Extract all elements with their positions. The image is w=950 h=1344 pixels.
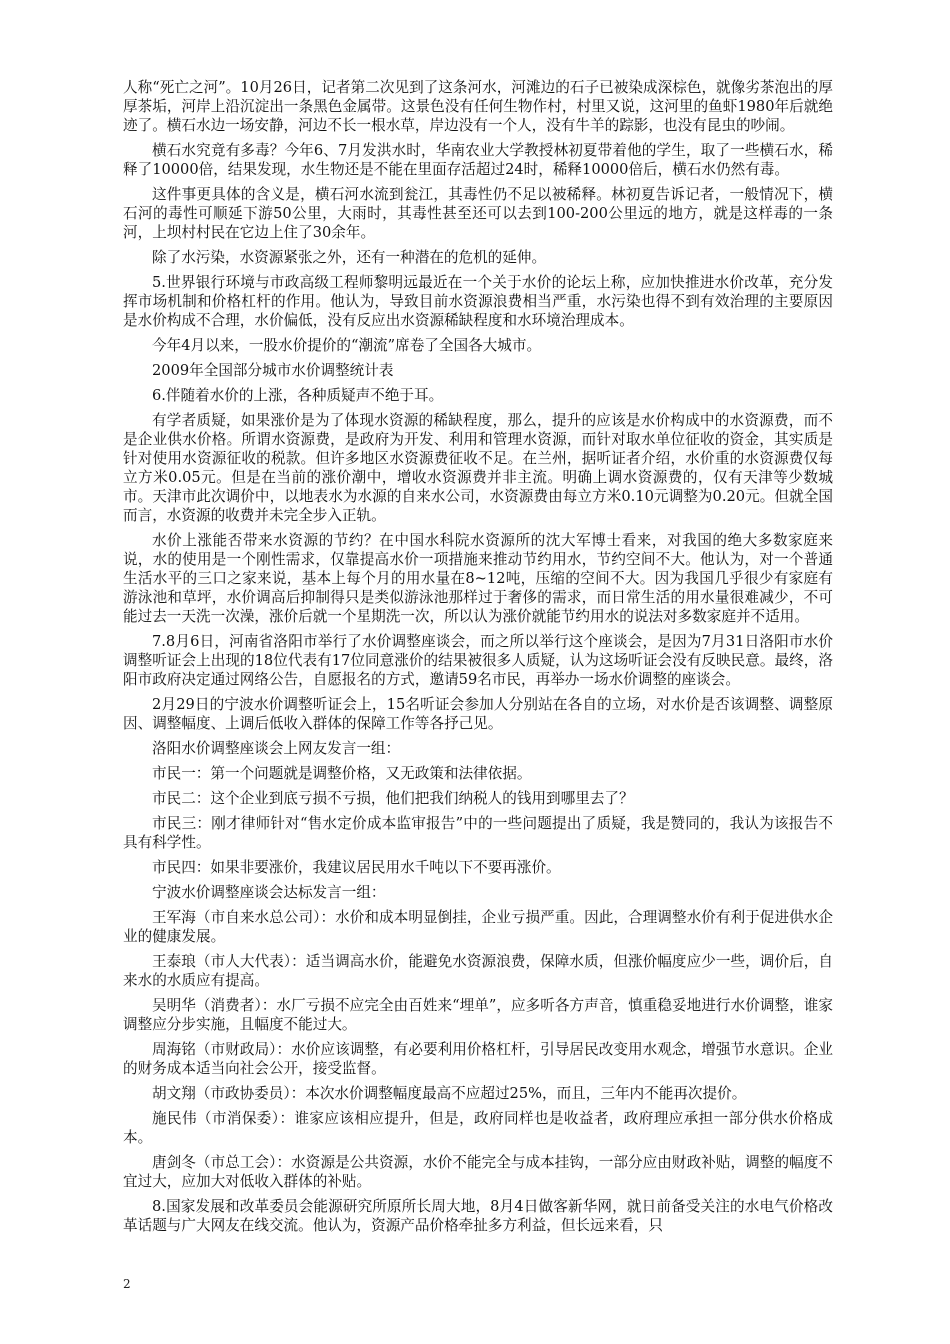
document-body xyxy=(123,78,833,1241)
table-caption: 2009年全国部分城市水价调整统计表 xyxy=(152,362,394,379)
paragraph: 这件事更具体的含义是，横石河水流到瓮江，其毒性仍不足以被稀释。林初夏告诉记者，一般情况下，横石河的毒性可顺延下游50公里，大雨时，其毒性甚至还可以去到100-200公里远的地方，就是这样毒的一条河，上坝村村民在它边上住了30余年。 xyxy=(123,186,833,241)
paragraph: 7.8月6日，河南省洛阳市举行了水价调整座谈会，而之所以举行这个座谈会，是因为7月31日洛阳市水价调整听证会上出现的18位代表有17位同意涨价的结果被很多人质疑，认为这场听证会没有反映民意。最终，洛阳市政府决定通过网络公告，自愿报名的方式，邀请59名市民，再举办一场水价调整的座谈会。 xyxy=(123,633,833,688)
paragraph: 周海铭（市财政局）：水价应该调整，有必要利用价格杠杆，引导居民改变用水观念，增强节水意识。企业的财务成本适当向社会公开，接受监督。 xyxy=(123,1041,833,1077)
paragraph: 市民二：这个企业到底亏损不亏损，他们把我们纳税人的钱用到哪里去了？ xyxy=(152,790,634,807)
paragraph: 5.世界银行环境与市政高级工程师黎明远最近在一个关于水价的论坛上称，应加快推进水价改革，充分发挥市场机制和价格杠杆的作用。他认为，导致目前水资源浪费相当严重，水污染也得不到有效治理的主要原因是水价构成不合理，水价偏低，没有反应出水资源稀缺程度和水环境治理成本。 xyxy=(123,274,833,329)
paragraph: 市民三：刚才律师针对“售水定价成本监审报告”中的一些问题提出了质疑，我是赞同的，我认为该报告不具有科学性。 xyxy=(123,815,833,851)
paragraph: 市民一：第一个问题就是调整价格，又无政策和法律依据。 xyxy=(152,765,532,782)
paragraph: 2月29日的宁波水价调整听证会上，15名听证会参加人分别站在各自的立场，对水价是否该调整、调整原因、调整幅度、上调后低收入群体的保障工作等各抒己见。 xyxy=(123,696,833,732)
paragraph: 有学者质疑，如果涨价是为了体现水资源的稀缺程度，那么，提升的应该是水价构成中的水资源费，而不是企业供水价格。所谓水资源费，是政府为开发、利用和管理水资源，而针对取水单位征收的资金，其实质是针对使用水资源征收的税款。但许多地区水资源费征收不足。在兰州，据听证者介绍，水价重的水资源费仅每立方米0.05元。但是在当前的涨价潮中，增收水资源费并非主流。明确上调水资源费的，仅有天津等少数城市。天津市此次调价中，以地表水为水源的自来水公司，水资源费由每立方米0.10元调整为0.20元。但就全国而言，水资源的收费并未完全步入正轨。 xyxy=(123,412,833,524)
page-number: 2 xyxy=(123,1277,131,1291)
paragraph: 今年4月以来，一股水价提价的“潮流”席卷了全国各大城市。 xyxy=(152,337,542,354)
paragraph: 市民四：如果非要涨价，我建议居民用水千吨以下不要再涨价。 xyxy=(152,859,561,876)
paragraph: 横石水究竟有多毒？今年6、7月发洪水时，华南农业大学教授林初夏带着他的学生，取了一些横石水，稀释了10000倍，结果发现，水生物还是不能在里面存活超过24时，稀释10000倍后，横石水仍然有毒。 xyxy=(123,142,833,178)
paragraph: 唐剑冬（市总工会）：水资源是公共资源，水价不能完全与成本挂钩，一部分应由财政补贴，调整的幅度不宜过大，应加大对低收入群体的补贴。 xyxy=(123,1154,833,1190)
paragraph: 王泰琅（市人大代表）：适当调高水价，能避免水资源浪费，保障水质，但涨价幅度应少一些，调价后，自来水的水质应有提高。 xyxy=(123,953,833,989)
paragraph: 水价上涨能否带来水资源的节约？在中国水科院水资源所的沈大军博士看来，对我国的绝大多数家庭来说，水的使用是一个刚性需求，仅靠提高水价一项措施来推动节约用水，节约空间不大。他认为，对一个普通生活水平的三口之家来说，基本上每个月的用水量在8~12吨，压缩的空间不大。因为我国几乎很少有家庭有游泳池和草坪，水价调高后抑制得只是类似游泳池那样过于奢侈的需求，而日常生活的用水量很难减少，不可能过去一天洗一次澡，涨价后就一个星期洗一次，所以认为涨价就能节约用水的说法对多数家庭并不适用。 xyxy=(123,532,833,625)
paragraph: 施民伟（市消保委）：谁家应该相应提升，但是，政府同样也是收益者，政府理应承担一部分供水价格成本。 xyxy=(123,1110,833,1146)
paragraph: 王军海（市自来水总公司）：水价和成本明显倒挂，企业亏损严重。因此，合理调整水价有利于促进供水企业的健康发展。 xyxy=(123,909,833,945)
paragraph: 人称“死亡之河”。10月26日，记者第二次见到了这条河水，河滩边的石子已被染成深棕色，就像劣茶泡出的厚厚茶垢，河岸上沿沉淀出一条黑色金属带。这景色没有任何生物作村，村里又说，这河里的鱼虾1980年后就绝迹了。横石水边一场安静，河边不长一根水草，岸边没有一个人，没有牛羊的踪影，也没有昆虫的吵闹。 xyxy=(123,79,833,134)
paragraph: 吴明华（消费者）：水厂亏损不应完全由百姓来“埋单”，应多听各方声音，慎重稳妥地进行水价调整，谁家调整应分步实施，且幅度不能过大。 xyxy=(123,997,833,1033)
section-heading: 洛阳水价调整座谈会上网友发言一组： xyxy=(152,740,401,757)
paragraph: 除了水污染，水资源紧张之外，还有一种潜在的危机的延伸。 xyxy=(152,249,547,266)
section-heading: 宁波水价调整座谈会达标发言一组： xyxy=(152,884,386,901)
paragraph: 6.伴随着水价的上涨，各种质疑声不绝于耳。 xyxy=(152,387,444,404)
paragraph: 胡文翔（市政协委员）：本次水价调整幅度最高不应超过25%，而且，三年内不能再次提价。 xyxy=(152,1085,747,1102)
paragraph: 8.国家发展和改革委员会能源研究所原所长周大地，8月4日做客新华网，就日前备受关注的水电气价格改革话题与广大网友在线交流。他认为，资源产品价格牵扯多方利益，但长远来看，只 xyxy=(123,1198,833,1234)
